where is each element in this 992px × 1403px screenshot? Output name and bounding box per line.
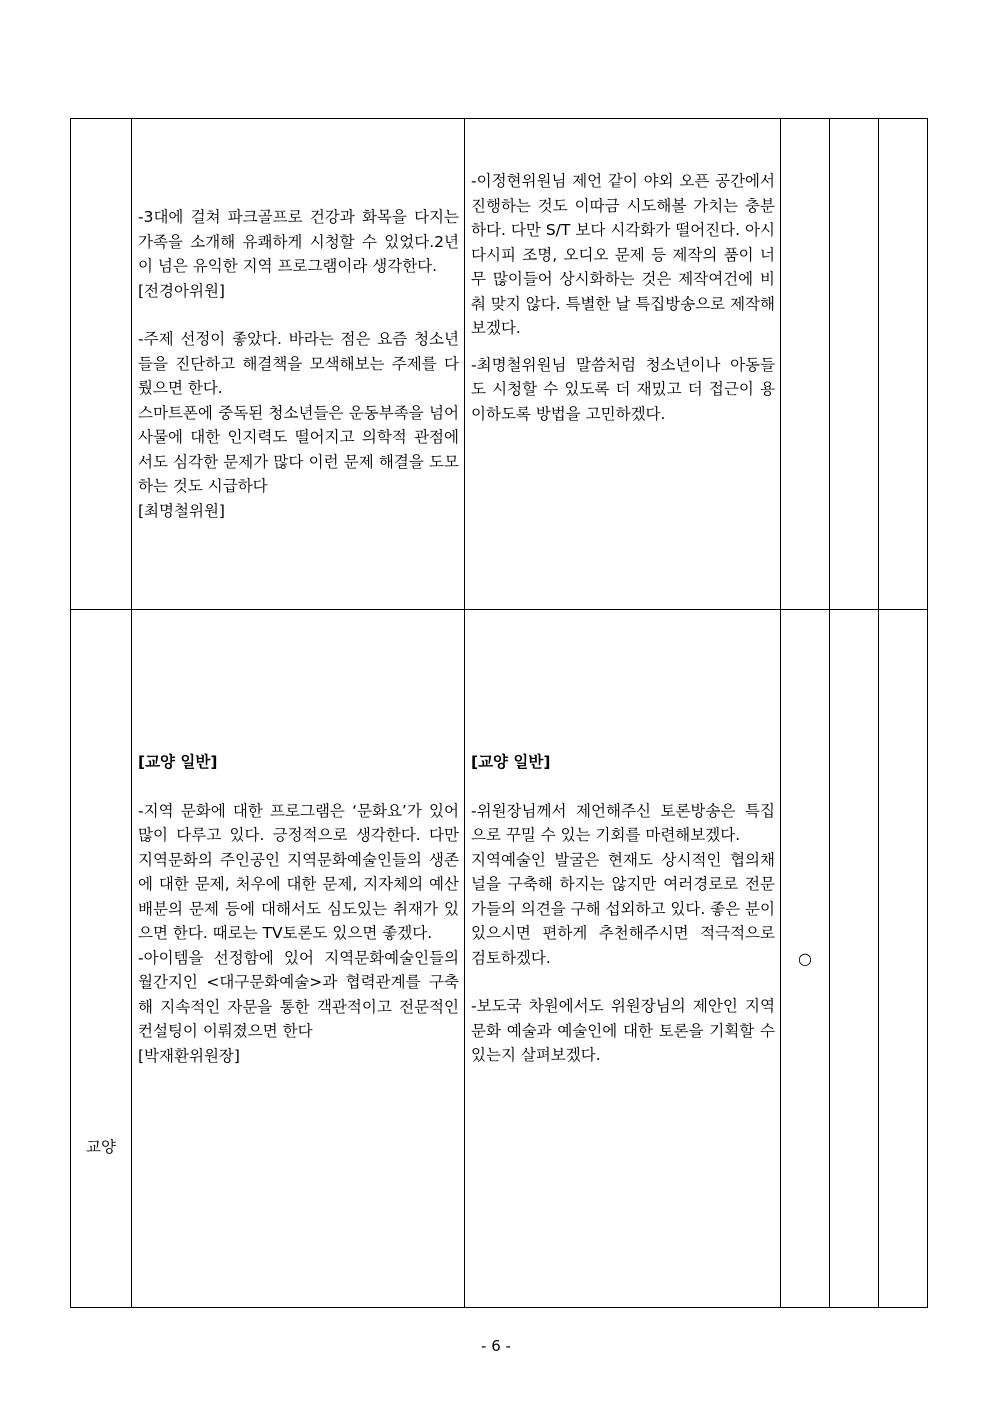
opinion-paragraph: -주제 선정이 좋았다. 바라는 점은 요즘 청소년들을 진단하고 해결책을 모색해보는 주제를 다뤘으면 한다.	[138, 330, 459, 397]
member-name: [박재환위원장]	[138, 1046, 240, 1065]
response-paragraph: -보도국 차원에서도 위원장님의 제안인 지역문화 예술과 예술인에 대한 토론을 기획할 수 있는지 살펴보겠다.	[471, 997, 775, 1064]
opinion-paragraph: 스마트폰에 중독된 청소년들은 운동부족을 넘어 사물에 대한 인지력도 떨어지고 의학적 관점에서도 심각한 문제가 많다 이런 문제 해결을 도모하는 것도 시급하다	[138, 403, 459, 495]
opinion-cell	[132, 610, 465, 1308]
response-paragraph: -최명철위원님 말씀처럼 청소년이나 아동들도 시청할 수 있도록 더 재밌고 더 접근이 용이하도록 방법을 고민하겠다.	[471, 355, 775, 423]
member-name: [전경아위원]	[138, 281, 225, 300]
mark-cell	[830, 610, 879, 1308]
table-row	[71, 610, 928, 1308]
opinion-paragraph: -지역 문화에 대한 프로그램은 ‘문화요’가 있어 많이 다루고 있다. 긍정적으로 생각한다. 다만 지역문화의 주인공인 지역문화예술인들의 생존에 대한 문제, 처우에 대한 문제, 지자체의 예산 배분의 문제 등에 대해서도 심도있는 취재가 있으면 한다. 때로는 TV토론도 있으면 좋겠다.	[138, 801, 459, 942]
minutes-table	[70, 118, 928, 1308]
category-cell: 교양	[71, 610, 132, 1308]
table-row	[71, 119, 928, 610]
mark-cell	[879, 610, 928, 1308]
response-cell	[465, 610, 781, 1308]
page-number: - 6 -	[481, 1337, 511, 1355]
mark-cell	[830, 119, 879, 610]
mark-cell: ○	[781, 610, 830, 1308]
category-cell	[71, 119, 132, 610]
member-name: [최명철위원]	[138, 501, 225, 520]
response-paragraph: -이정현위원님 제언 같이 야외 오픈 공간에서 진행하는 것도 이따금 시도해볼 가치는 충분하다. 다만 S/T 보다 시각화가 떨어진다. 아시다시피 조명, 오디오 문제 등 제작의 품이 너무 많이들어 상시화하는 것은 제작여건에 비춰 맞지 않다. 특별한 날 특집방송으로 제작해 보겠다.	[471, 172, 776, 337]
response-paragraph: 지역예술인 발굴은 현재도 상시적인 협의채널을 구축해 하지는 않지만 여러경로로 전문가들의 의견을 구해 섭외하고 있다. 좋은 분이 있으시면 편하게 추천해주시면 적극적으로 검토하겠다.	[471, 850, 776, 967]
opinion-paragraph: -3대에 걸쳐 파크골프로 건강과 화목을 다지는 가족을 소개해 유쾌하게 시청할 수 있었다.2년이 넘은 유익한 지역 프로그램이라 생각한다.	[138, 208, 459, 275]
mark-cell	[879, 119, 928, 610]
response-cell	[465, 119, 781, 610]
section-heading: [교양 일반]	[138, 753, 218, 771]
opinion-paragraph: -아이템을 선정함에 있어 지역문화예술인들의 월간지인 <대구문화예술>과 협력관계를 구축해 지속적인 자문을 통한 객관적이고 전문적인 컨설팅이 이뤄졌으면 한다	[138, 948, 459, 1040]
response-paragraph: -위원장님께서 제언해주신 토론방송은 특집으로 꾸밀 수 있는 기회를 마련해보겠다.	[471, 801, 775, 844]
mark-cell	[781, 119, 830, 610]
section-heading: [교양 일반]	[471, 753, 551, 771]
opinion-cell	[132, 119, 465, 610]
